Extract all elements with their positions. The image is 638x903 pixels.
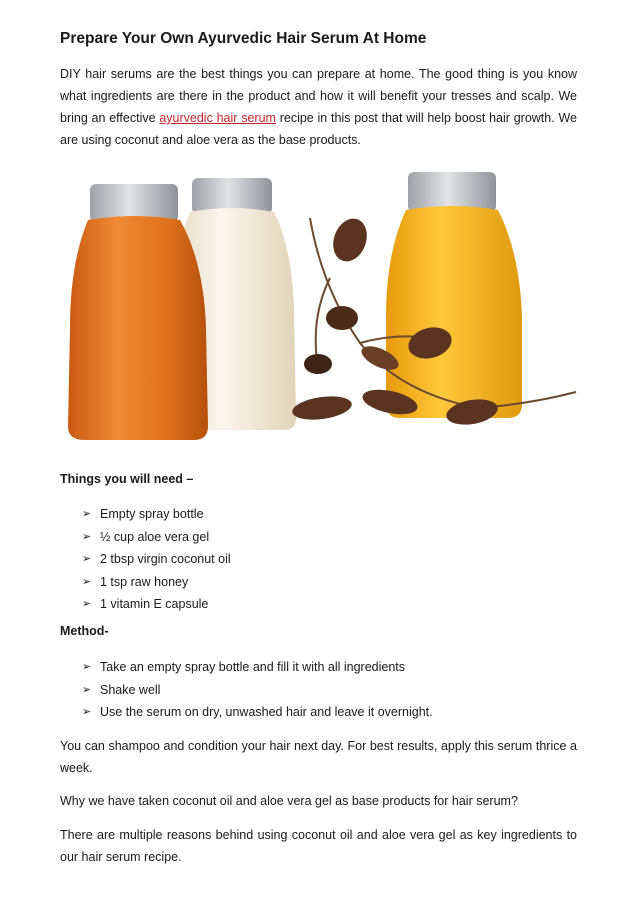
list-item-text: 1 vitamin E capsule — [100, 597, 209, 611]
arrow-bullet-icon: ➢ — [82, 553, 92, 565]
arrow-bullet-icon: ➢ — [82, 661, 92, 673]
list-item — [82, 679, 433, 702]
arrow-bullet-icon: ➢ — [82, 706, 92, 718]
list-item-text: Empty spray bottle — [100, 507, 204, 521]
arrow-bullet-icon: ➢ — [82, 683, 92, 696]
intro-text-after: recipe in this post that will help boost hair growth. We are using coconut and aloe vera as the base products. — [60, 111, 577, 147]
usage-paragraph: You can shampoo and condition your hair next day. For best results, apply this serum thrice a week. — [60, 739, 577, 775]
list-item-text: 2 tbsp virgin coconut oil — [100, 552, 231, 566]
reasons-paragraph: There are multiple reasons behind using coconut oil and aloe vera gel as key ingredients to our hair serum recipe. — [60, 828, 577, 864]
arrow-bullet-icon: ➢ — [82, 598, 92, 610]
method-heading: Method- — [60, 624, 109, 638]
intro-paragraph — [60, 63, 577, 151]
yellow-serum-bottle — [386, 172, 522, 418]
question-paragraph: Why we have taken coconut oil and aloe vera gel as base products for hair serum? — [60, 794, 518, 808]
list-item — [82, 548, 231, 571]
ingredients-list — [82, 503, 231, 616]
list-item-text: ½ cup aloe vera gel — [100, 529, 210, 544]
list-item-text: 1 tsp raw honey — [100, 574, 189, 589]
arrow-bullet-icon: ➢ — [82, 575, 92, 588]
arrow-bullet-icon: ➢ — [82, 508, 92, 520]
list-item-text: Take an empty spray bottle and fill it with all ingredients — [100, 660, 406, 674]
list-item-text: Shake well — [100, 682, 161, 697]
hair-serum-bottles-image — [60, 168, 580, 454]
list-item — [82, 701, 433, 724]
list-item — [82, 656, 433, 679]
list-item-text: Use the serum on dry, unwashed hair and leave it overnight. — [100, 705, 433, 719]
intro-text-before: DIY hair serums are the best things you can prepare at home. The good thing is you know what ingredients are there in the product and how it will benefit your tresses and scalp. We bring an effective — [60, 67, 577, 125]
article-title: Prepare Your Own Ayurvedic Hair Serum At Home — [60, 30, 427, 47]
arrow-bullet-icon: ➢ — [82, 530, 92, 543]
list-item — [82, 571, 231, 594]
ayurvedic-hair-serum-link[interactable]: ayurvedic hair serum — [159, 111, 276, 125]
method-steps-list — [82, 656, 433, 724]
list-item — [82, 593, 231, 616]
list-item — [82, 526, 231, 549]
things-needed-heading: Things you will need – — [60, 472, 194, 486]
list-item — [82, 503, 231, 526]
